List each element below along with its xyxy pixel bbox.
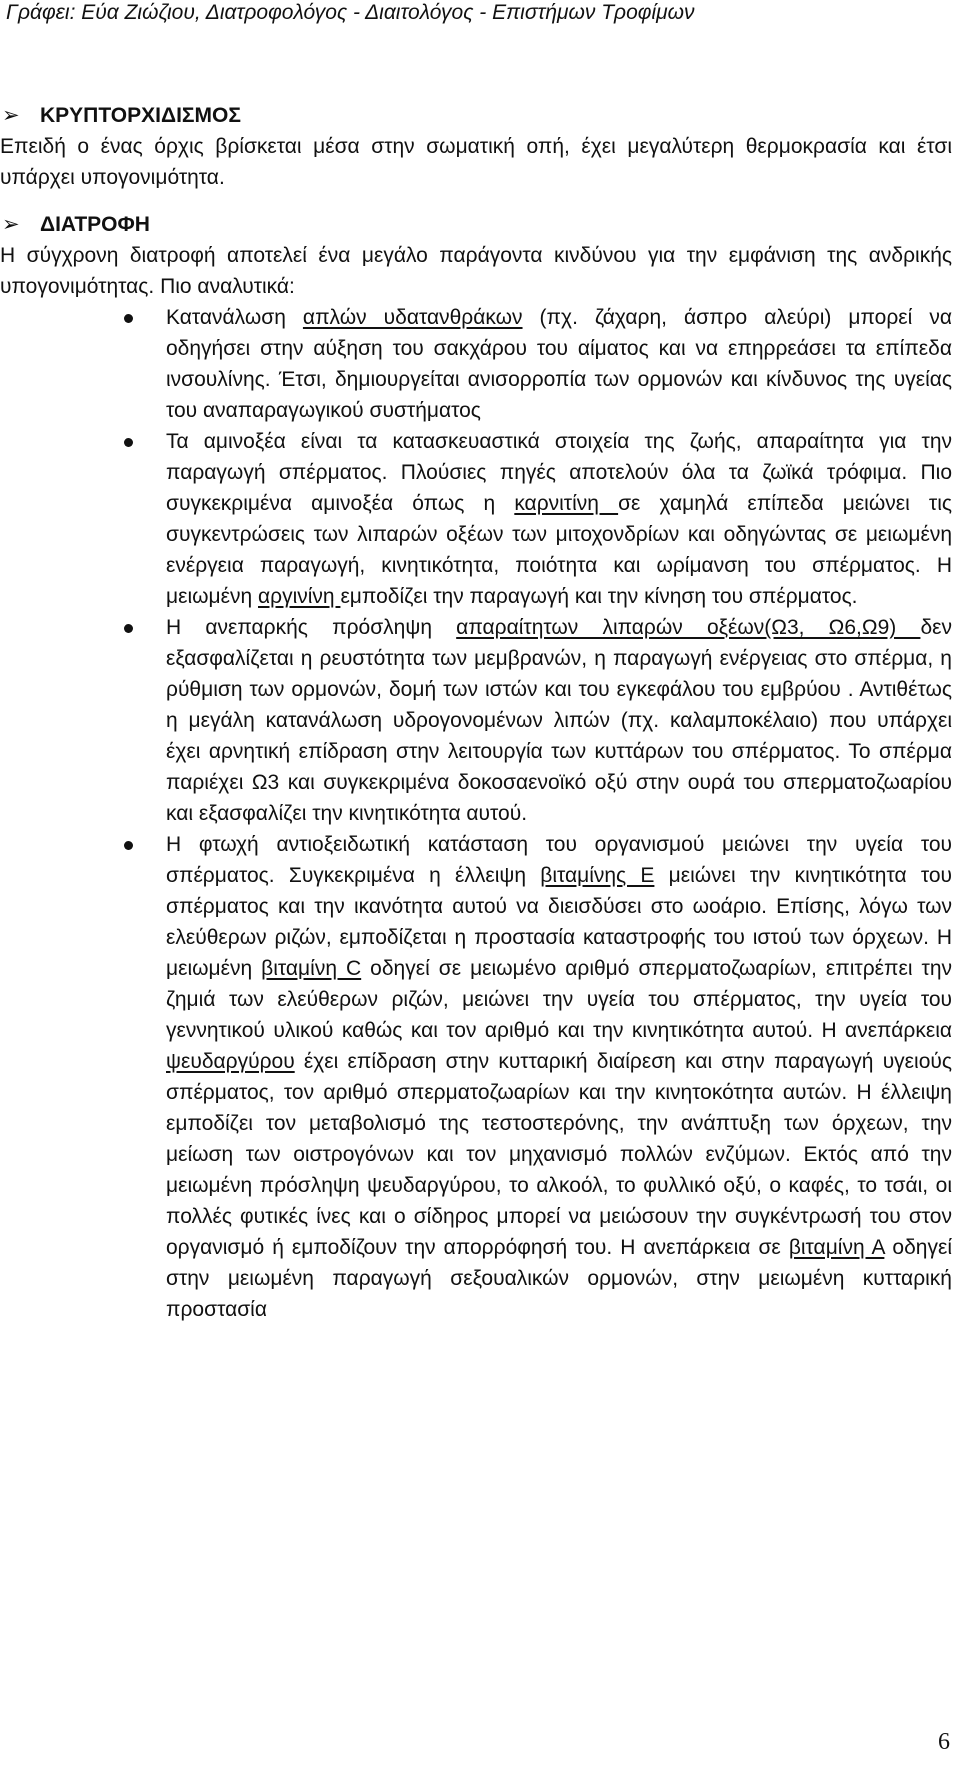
underlined-term: ψευδαργύρου: [166, 1050, 295, 1073]
section-nutrition: [0, 209, 952, 302]
bullet-text: οδηγεί στην μειωμένη παραγωγή σεξουαλικών ορμονών, στην μειωμένη κυτταρική προστασία: [166, 1236, 952, 1321]
bullet-dot-icon: [124, 314, 133, 323]
bullet-text: (πχ. ζάχαρη, άσπρο αλεύρι) μπορεί να οδηγήσει στην αύξηση του σακχάρου του αίματος και να επηρρεάσει τα επίπεδα ινσουλίνης. Έτσι, δημιουργείται ανισορροπία των ορμονών και κίνδυνος της υγείας του αναπαραγωγικού συστήματος: [166, 306, 952, 422]
arrow-bullet-icon: ➢: [2, 104, 20, 127]
underlined-term: βιταμίνης Ε: [540, 864, 655, 887]
section-paragraph: Η σύγχρονη διατροφή αποτελεί ένα μεγάλο παράγοντα κινδύνου για την εμφάνιση της ανδρικής υπογονιμότητας. Πιο αναλυτικά:: [0, 244, 952, 298]
section-heading: [0, 209, 952, 240]
bullet-text: Η ανεπαρκής πρόσληψη: [166, 616, 457, 639]
bullet-item-amino-acids: [0, 426, 952, 612]
bullet-text: σε χαμηλά επίπεδα μειώνει τις συγκεντρώσεις των λιπαρών οξέων των μιτοχονδρίων και οδηγώντας σε μειωμένη ενέργεια παραγωγή, κινητικότητα, ποιότητα και ωρίμανση του σπέρματος. Η μειωμένη: [166, 492, 952, 608]
bullet-dot-icon: [124, 624, 133, 633]
bullet-text: μειώνει την κινητικότητα του σπέρματος και την ικανότητα αυτού να διεισδύσει στο ωοάριο. Επίσης, λόγω των ελεύθερων ριζών, εμποδίζεται η προστασία καταστροφής του ιστού των όρχεων. Η μειωμένη: [166, 864, 952, 980]
underlined-term: αργινίνη: [258, 585, 341, 608]
section-paragraph: Επειδή ο ένας όρχις βρίσκεται μέσα στην σωματική οπή, έχει μεγαλύτερη θερμοκρασία και έτσι υπάρχει υπογονιμότητα.: [0, 135, 952, 189]
page-number: 6: [938, 1729, 950, 1755]
underlined-term: βιταμίνη Α: [788, 1236, 885, 1259]
page-header: Γράφει: Εύα Ζιώζιου, Διατροφολόγος - Διαιτολόγος - Επιστήμων Τροφίμων: [6, 1, 695, 24]
bullet-text: δεν εξασφαλίζεται η ρευστότητα των μεμβρανών, η παραγωγή ενέργειας στο σπέρμα, η ρύθμιση των ορμονών, δομή των ιστών και του εγκεφάλου του εμβρύου . Αντιθέτως η μεγάλη κατανάλωση υδρογονομένων λιπών (πχ. καλαμποκέλαιο) που υπάρχει έχει αρνητική επίδραση στην λειτουργία των κυττάρων του σπέρματος. Το σπέρμα παριέχει Ω3 και συγκεκριμένα δοκοσαενοϊκό οξύ στην ουρά του σπερματοζωαρίου και εξασφαλίζει την κινητικότητα αυτού.: [166, 616, 952, 825]
bullet-text: οδηγεί σε μειωμένο αριθμό σπερματοζωαρίων, επιτρέπει την ζημιά των ελεύθερων ριζών, μειώνει την υγεία του σπέρματος, την υγεία του γεννητικού υλικού καθώς και τον αριθμό και την κινητικότητα αυτού. Η ανεπάρκεια: [166, 957, 952, 1042]
heading-text: ΔΙΑΤΡΟΦΗ: [40, 213, 150, 236]
bullet-text: Η φτωχή αντιοξειδωτική κατάσταση του οργανισμού μειώνει την υγεία του σπέρματος. Συγκεκριμένα η έλλειψη: [166, 833, 952, 887]
bullet-text: έχει επίδραση στην κυτταρική διαίρεση και στην παραγωγή υγειούς σπέρματος, τον αριθμό σπερματοζωαρίων και την κινητοκότητα αυτών. Η έλλειψη εμποδίζει τον μεταβολισμό της τεστοστερόνης, την ανάπτυξη των όρχεων, την μείωση των οιστρογόνων και τον μηχανισμό πολλών ενζύμων. Εκτός από την μειωμένη πρόσληψη ψευδαργύρου, το αλκοόλ, το φυλλικό οξύ, ο καφές, το τσάι, οι πολλές φυτικές ίνες και ο σίδηρος μπορεί να μειώσουν την συγκέντρωσή του στον οργανισμό ή εμποδίζουν την απορρόφησή του. Η ανεπάρκεια σε: [166, 1050, 952, 1259]
bullet-text: εμποδίζει την παραγωγή και την κίνηση του σπέρματος.: [340, 585, 858, 608]
section-cryptorchidism: [0, 100, 952, 193]
bullet-text: Τα αμινοξέα είναι τα κατασκευαστικά στοιχεία της ζωής, απαραίτητα για την παραγωγή σπέρματος. Πλούσιες πηγές αποτελούν όλα τα ζωϊκά τρόφιμα. Πιο συγκεκριμένα αμινοξέα όπως η: [166, 430, 952, 515]
heading-text: ΚΡΥΠΤΟΡΧΙΔΙΣΜΟΣ: [40, 104, 241, 127]
bullet-dot-icon: [124, 841, 133, 850]
arrow-bullet-icon: ➢: [2, 213, 20, 236]
underlined-term: καρνιτίνη: [514, 492, 619, 515]
underlined-term: βιταμίνη C: [261, 957, 362, 980]
bullet-item-fatty-acids: [0, 612, 952, 829]
underlined-term: απλών υδατανθράκων: [302, 306, 523, 329]
section-heading: [0, 100, 952, 131]
underlined-term: απαραίτητων λιπαρών οξέων(Ω3, Ω6,Ω9): [456, 616, 921, 639]
bullet-item-simple-carbs: [0, 302, 952, 426]
bullet-item-antioxidants: [0, 829, 952, 1325]
bullet-list: [0, 302, 952, 1325]
bullet-dot-icon: [124, 438, 133, 447]
bullet-text: Κατανάλωση: [166, 306, 303, 329]
